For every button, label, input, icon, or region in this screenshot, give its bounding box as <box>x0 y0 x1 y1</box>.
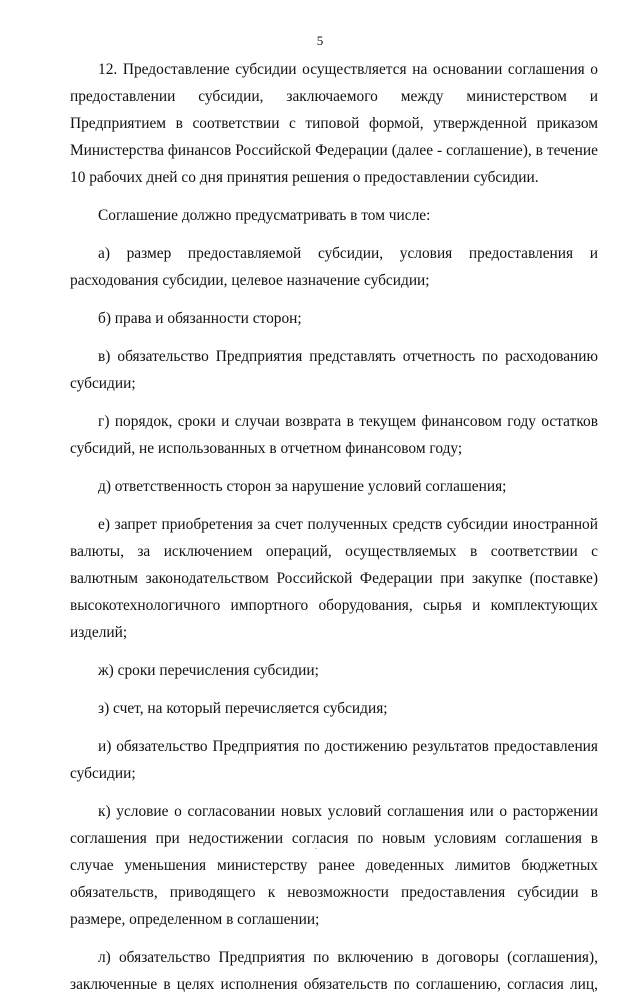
list-item-a: а) размер предоставляемой субсидии, условия предоставления и расходования субсидии, целевое назначение субсидии; <box>70 245 598 289</box>
page-number: 5 <box>316 33 324 48</box>
paragraph-agreement-intro: Соглашение должно предусматривать в том числе: <box>98 207 431 224</box>
paragraph-12: 12. Предоставление субсидии осуществляется на основании соглашения о предоставлении субсидии, заключаемого между министерством и Предприятием в соответствии с типовой формой, утвержденной приказом Министерства финансов Российской Федерации (далее - соглашение), в течение 10 рабочих дней со дня принятия решения о предоставлении субсидии. <box>70 61 598 186</box>
list-item-e: е) запрет приобретения за счет полученных средств субсидии иностранной валюты, за исключением операций, осуществляемых в соответствии с валютным законодательством Российской Федерации при закупке (поставке) высокотехнологичного импортного оборудования, сырья и комплектующих изделий; <box>70 516 598 641</box>
list-item-l: л) обязательство Предприятия по включению в договоры (соглашения), заключенные в целях исполнения обязательств по соглашению, согласия лиц, <box>70 949 598 993</box>
scan-speck <box>315 848 317 849</box>
list-item-z: з) счет, на который перечисляется субсидия; <box>98 700 388 717</box>
list-item-b: б) права и обязанности сторон; <box>98 310 302 327</box>
list-item-d: д) ответственность сторон за нарушение условий соглашения; <box>98 478 507 495</box>
list-item-i: и) обязательство Предприятия по достижению результатов предоставления субсидии; <box>70 738 598 782</box>
list-item-k: к) условие о согласовании новых условий соглашения или о расторжении соглашения при недостижении согласия по новым условиям соглашения в случае уменьшения министерству ранее доведенных лимитов бюджетных обязательств, приводящего к невозможности предоставления субсидии в размере, определенном в соглашении; <box>70 803 598 928</box>
document-body <box>70 56 598 998</box>
list-item-zh: ж) сроки перечисления субсидии; <box>98 662 319 679</box>
list-item-v: в) обязательство Предприятия представлять отчетность по расходованию субсидии; <box>70 348 598 392</box>
list-item-g: г) порядок, сроки и случаи возврата в текущем финансовом году остатков субсидий, не использованных в отчетном финансовом году; <box>70 413 598 457</box>
